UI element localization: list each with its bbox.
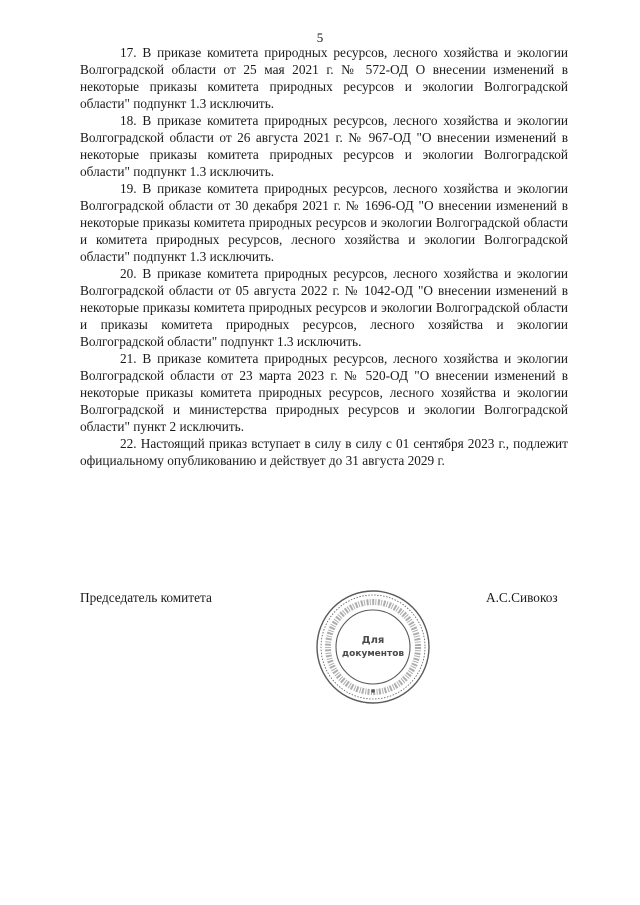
paragraph-20: 20. В приказе комитета природных ресурсов, лесного хозяйства и экологии Волгоградской области от 05 августа 2022 г. № 1042-ОД "О внесении изменений в некоторые приказы комитета природных ресурсов и экологии Волгоградской области и приказы комитета природных ресурсов, лесного хозяйства и экологии Волгоградской области" подпункт 1.3 исключить. bbox=[80, 266, 568, 349]
seal-center-text-1: Для bbox=[361, 635, 385, 646]
paragraph-21: 21. В приказе комитета природных ресурсов, лесного хозяйства и экологии Волгоградской области от 23 марта 2023 г. № 520-ОД "О внесении изменений в некоторые приказы комитета природных ресурсов, лесного хозяйства и экологии Волгоградской и министерства природных ресурсов и экологии Волгоградской области" пункт 2 исключить. bbox=[80, 351, 568, 434]
seal-star-mark bbox=[371, 689, 375, 693]
signatory-name: А.С.Сивокоз bbox=[486, 590, 558, 605]
paragraph-18: 18. В приказе комитета природных ресурсов, лесного хозяйства и экологии Волгоградской области от 26 августа 2021 г. № 967-ОД "О внесении изменений в некоторые приказы комитета природных ресурсов и экологии Волгоградской области" подпункт 1.3 исключить. bbox=[80, 113, 568, 179]
seal-outer-ring bbox=[317, 591, 429, 703]
paragraph-17: 17. В приказе комитета природных ресурсов, лесного хозяйства и экологии Волгоградской области от 25 мая 2021 г. № 572-ОД О внесении изменений в некоторые приказы комитета природных ресурсов и экологии Волгоградской области" подпункт 1.3 исключить. bbox=[80, 45, 568, 111]
seal-center-text-2: документов bbox=[341, 649, 405, 659]
seal-text-band bbox=[328, 602, 418, 692]
paragraph-22: 22. Настоящий приказ вступает в силу в силу с 01 сентября 2023 г., подлежит официальному опубликованию и действует до 31 августа 2029 г. bbox=[80, 436, 568, 468]
page-number: 5 bbox=[316, 30, 324, 45]
official-seal bbox=[314, 588, 432, 706]
seal-mid-ring bbox=[321, 595, 425, 699]
paragraph-19: 19. В приказе комитета природных ресурсов, лесного хозяйства и экологии Волгоградской области от 30 декабря 2021 г. № 1696-ОД "О внесении изменений в некоторые приказы комитета природных ресурсов и экологии Волгоградской области и комитета природных ресурсов, лесного хозяйства и экологии Волгоградской области" подпункт 1.3 исключить. bbox=[80, 181, 568, 264]
document-body bbox=[80, 44, 568, 469]
seal-inner-ring bbox=[336, 610, 410, 684]
signatory-position: Председатель комитета bbox=[80, 590, 212, 605]
